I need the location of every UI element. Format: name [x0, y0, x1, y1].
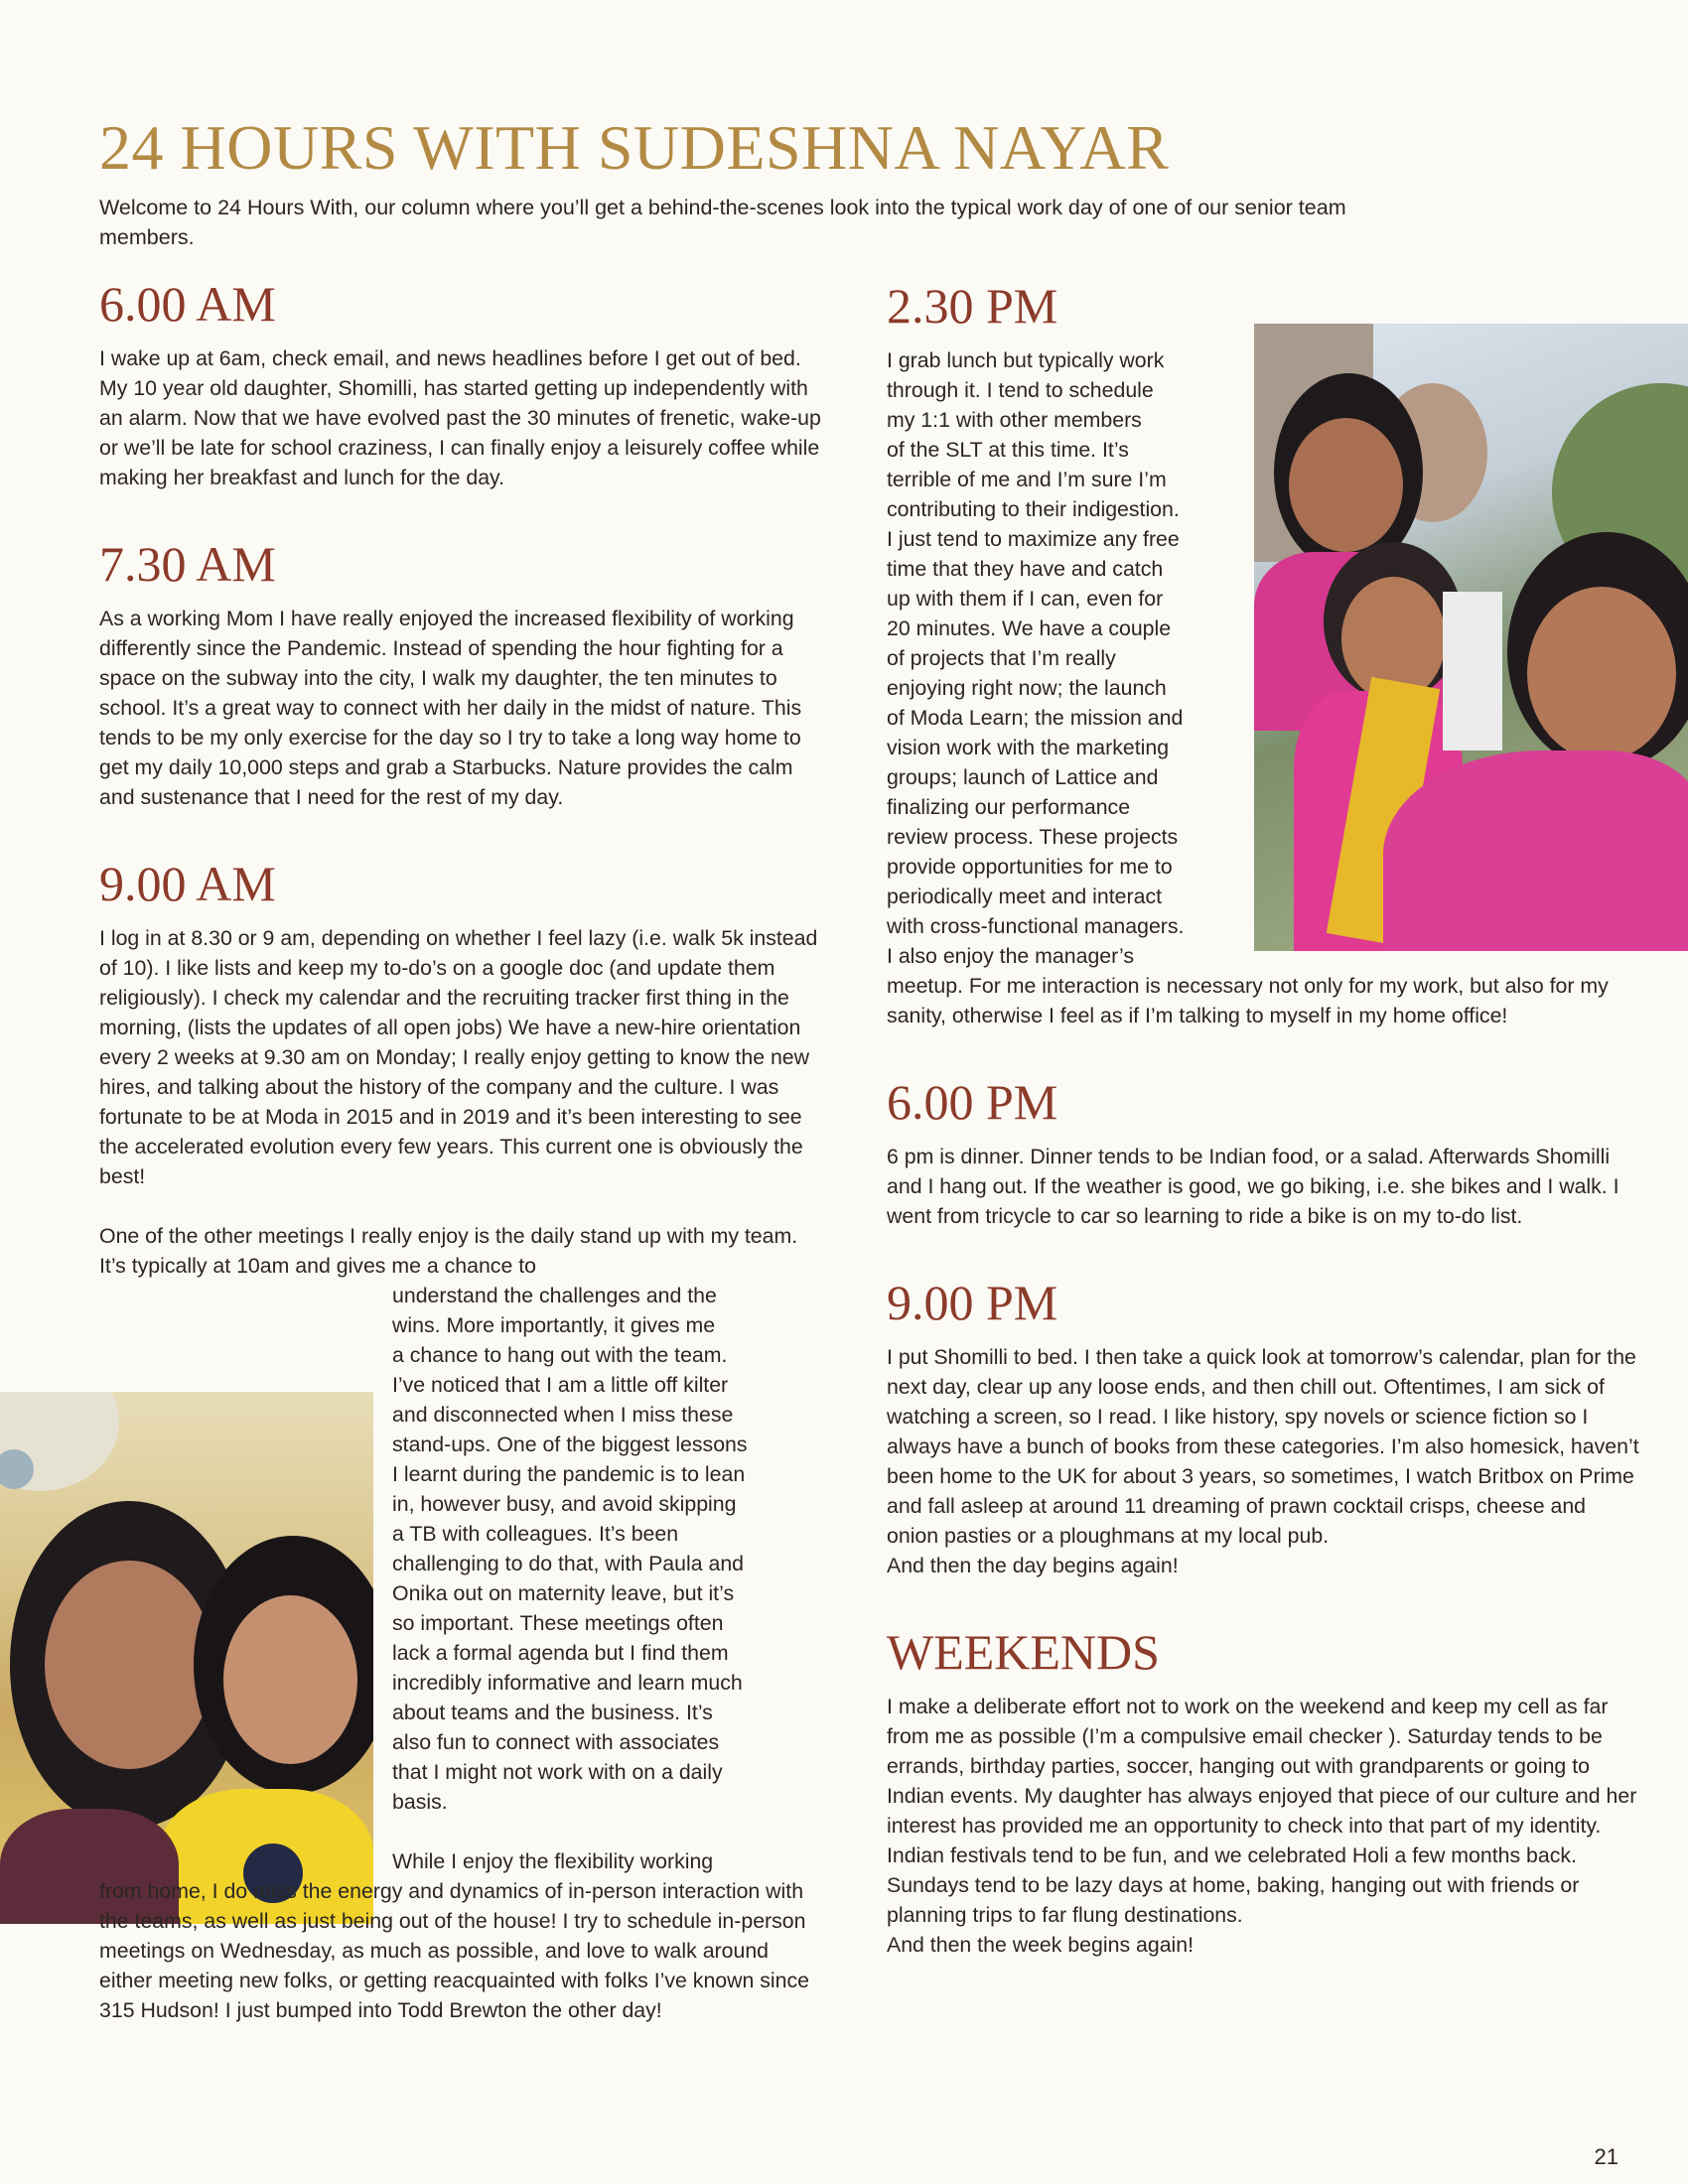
heading-730am: 7.30 AM — [99, 536, 276, 592]
heading-weekends: WEEKENDS — [887, 1624, 1160, 1680]
text-6pm: 6 pm is dinner. Dinner tends to be Indian food, or a salad. Afterwards Shomilli and I hang out. If the weather is good, we go biking, i.e. she bikes and I walk. I went from tricycle to car so learning to ride a bike is on my to-do list. — [887, 1145, 1619, 1228]
text-flexibility-wrap: While I enjoy the flexibility working — [392, 1849, 714, 1873]
right-column — [887, 278, 1641, 1960]
page-title: 24 HOURS WITH SUDESHNA NAYAR — [99, 112, 1170, 183]
text-230pm: meetup. For me interaction is necessary not only for my work, but also for my sanity, otherwise I feel as if I’m talking to myself in my home office! — [887, 974, 1609, 1027]
intro-text: Welcome to 24 Hours With, our column where you’ll get a behind-the-scenes look into the typical work day of one of our senior team members. — [99, 196, 1346, 249]
left-column — [99, 276, 824, 2025]
text-standup-intro: One of the other meetings I really enjoy is the daily stand up with my team. It’s typically at 10am and gives me a chance to — [99, 1224, 798, 1278]
heading-9am: 9.00 AM — [99, 856, 276, 911]
text-6am: I wake up at 6am, check email, and news headlines before I get out of bed. My 10 year old daughter, Shomilli, has started getting up independently with an alarm. Now that we have evolved past the 30 minutes of frenetic, wake-up or we’ll be late for school craziness, I can finally enjoy a leisurely coffee while making her breakfast and lunch for the day. — [99, 346, 821, 489]
heading-9pm: 9.00 PM — [887, 1275, 1058, 1330]
heading-6pm: 6.00 PM — [887, 1074, 1058, 1130]
text-flexibility: from home, I do miss the energy and dynamics of in-person interaction with the teams, as well as just being out of the house! I try to schedule in-person meetings on Wednesday, as much as possible, and love to walk around either meeting new folks, or getting reacquainted with folks I’ve known since 315 Hudson! I just bumped into Todd Brewton the other day! — [99, 1879, 810, 2022]
heading-230pm: 2.30 PM — [887, 278, 1058, 334]
page-number: 21 — [1594, 2144, 1618, 2169]
text-weekends: I make a deliberate effort not to work on the weekend and keep my cell as far from me as possible (I’m a compulsive email checker ). Saturday tends to be errands, birthday parties, soccer, hanging out with grandparents or going to Indian events. My daughter has always enjoyed that piece of our culture and her interest has provided me an opportunity to check into that part of my identity. Indian festivals tend to be fun, and we celebrated Holi a few months back. Sundays tend to be lazy days at home, baking, hanging out with friends or planning trips to far flung destinations. And then the week begins again! — [887, 1695, 1637, 1957]
text-730am: As a working Mom I have really enjoyed the increased flexibility of working differently since the Pandemic. Instead of spending the hour fighting for a space on the subway into the city, I walk my daughter, the ten minutes to school. It’s a great way to connect with her daily in the midst of nature. This tends to be my only exercise for the day so I try to take a long way home to get my daily 10,000 steps and grab a Starbucks. Nature provides the calm and sustenance that I need for the rest of my day. — [99, 607, 802, 809]
heading-6am: 6.00 AM — [99, 276, 276, 332]
text-230pm-wrap: I grab lunch but typically work through it. I tend to schedule my 1:1 with other members of the SLT at this time. It’s terrible of me and I’m sure I’m contributing to their indigestion. I just tend to maximize any free time that they have and catch up with them if I can, even for 20 minutes. We have a couple of projects that I’m really enjoying right now; the launch of Moda Learn; the mission and vision work with the marketing groups; launch of Lattice and finalizing our performance review process. These projects provide opportunities for me to periodically meet and interact with cross-functional managers. I also enjoy the manager’s — [887, 348, 1185, 968]
text-standup-wrap: understand the challenges and the wins. More importantly, it gives me a chance to hang out with the team. I’ve noticed that I am a little off kilter and disconnected when I miss these stand-ups. One of the biggest lessons I learnt during the pandemic is to lean in, however busy, and avoid skipping a TB with colleagues. It’s been challenging to do that, with Paula and Onika out on maternity leave, but it’s so important. These meetings often lack a formal agenda but I find them incredibly informative and learn much about teams and the business. It’s also fun to connect with associates that I might not work with on a daily basis. — [392, 1284, 748, 1814]
text-9pm: I put Shomilli to bed. I then take a quick look at tomorrow’s calendar, plan for the next day, clear up any loose ends, and then chill out. Oftentimes, I am sick of watching a screen, so I read. I like history, spy novels or science fiction so I always have a bunch of books from these categories. I’m also homesick, haven’t been home to the UK for about 3 years, so sometimes, I watch Britbox on Prime and fall asleep at around 11 dreaming of prawn cocktail crisps, cheese and onion pasties or a ploughmans at my local pub. And then the day begins again! — [887, 1345, 1639, 1577]
text-9am: I log in at 8.30 or 9 am, depending on whether I feel lazy (i.e. walk 5k instead of 10). I like lists and keep my to-do’s on a google doc (and update them religiously). I check my calendar and the recruiting tracker first thing in the morning, (lists the updates of all open jobs) We have a new-hire orientation every 2 weeks at 9.30 am on Monday; I really enjoy getting to know the new hires, and talking about the history of the company and the culture. I was fortunate to be at Moda in 2015 and in 2019 and it’s been interesting to see the accelerated evolution every few years. This current one is obviously the best! — [99, 926, 818, 1188]
